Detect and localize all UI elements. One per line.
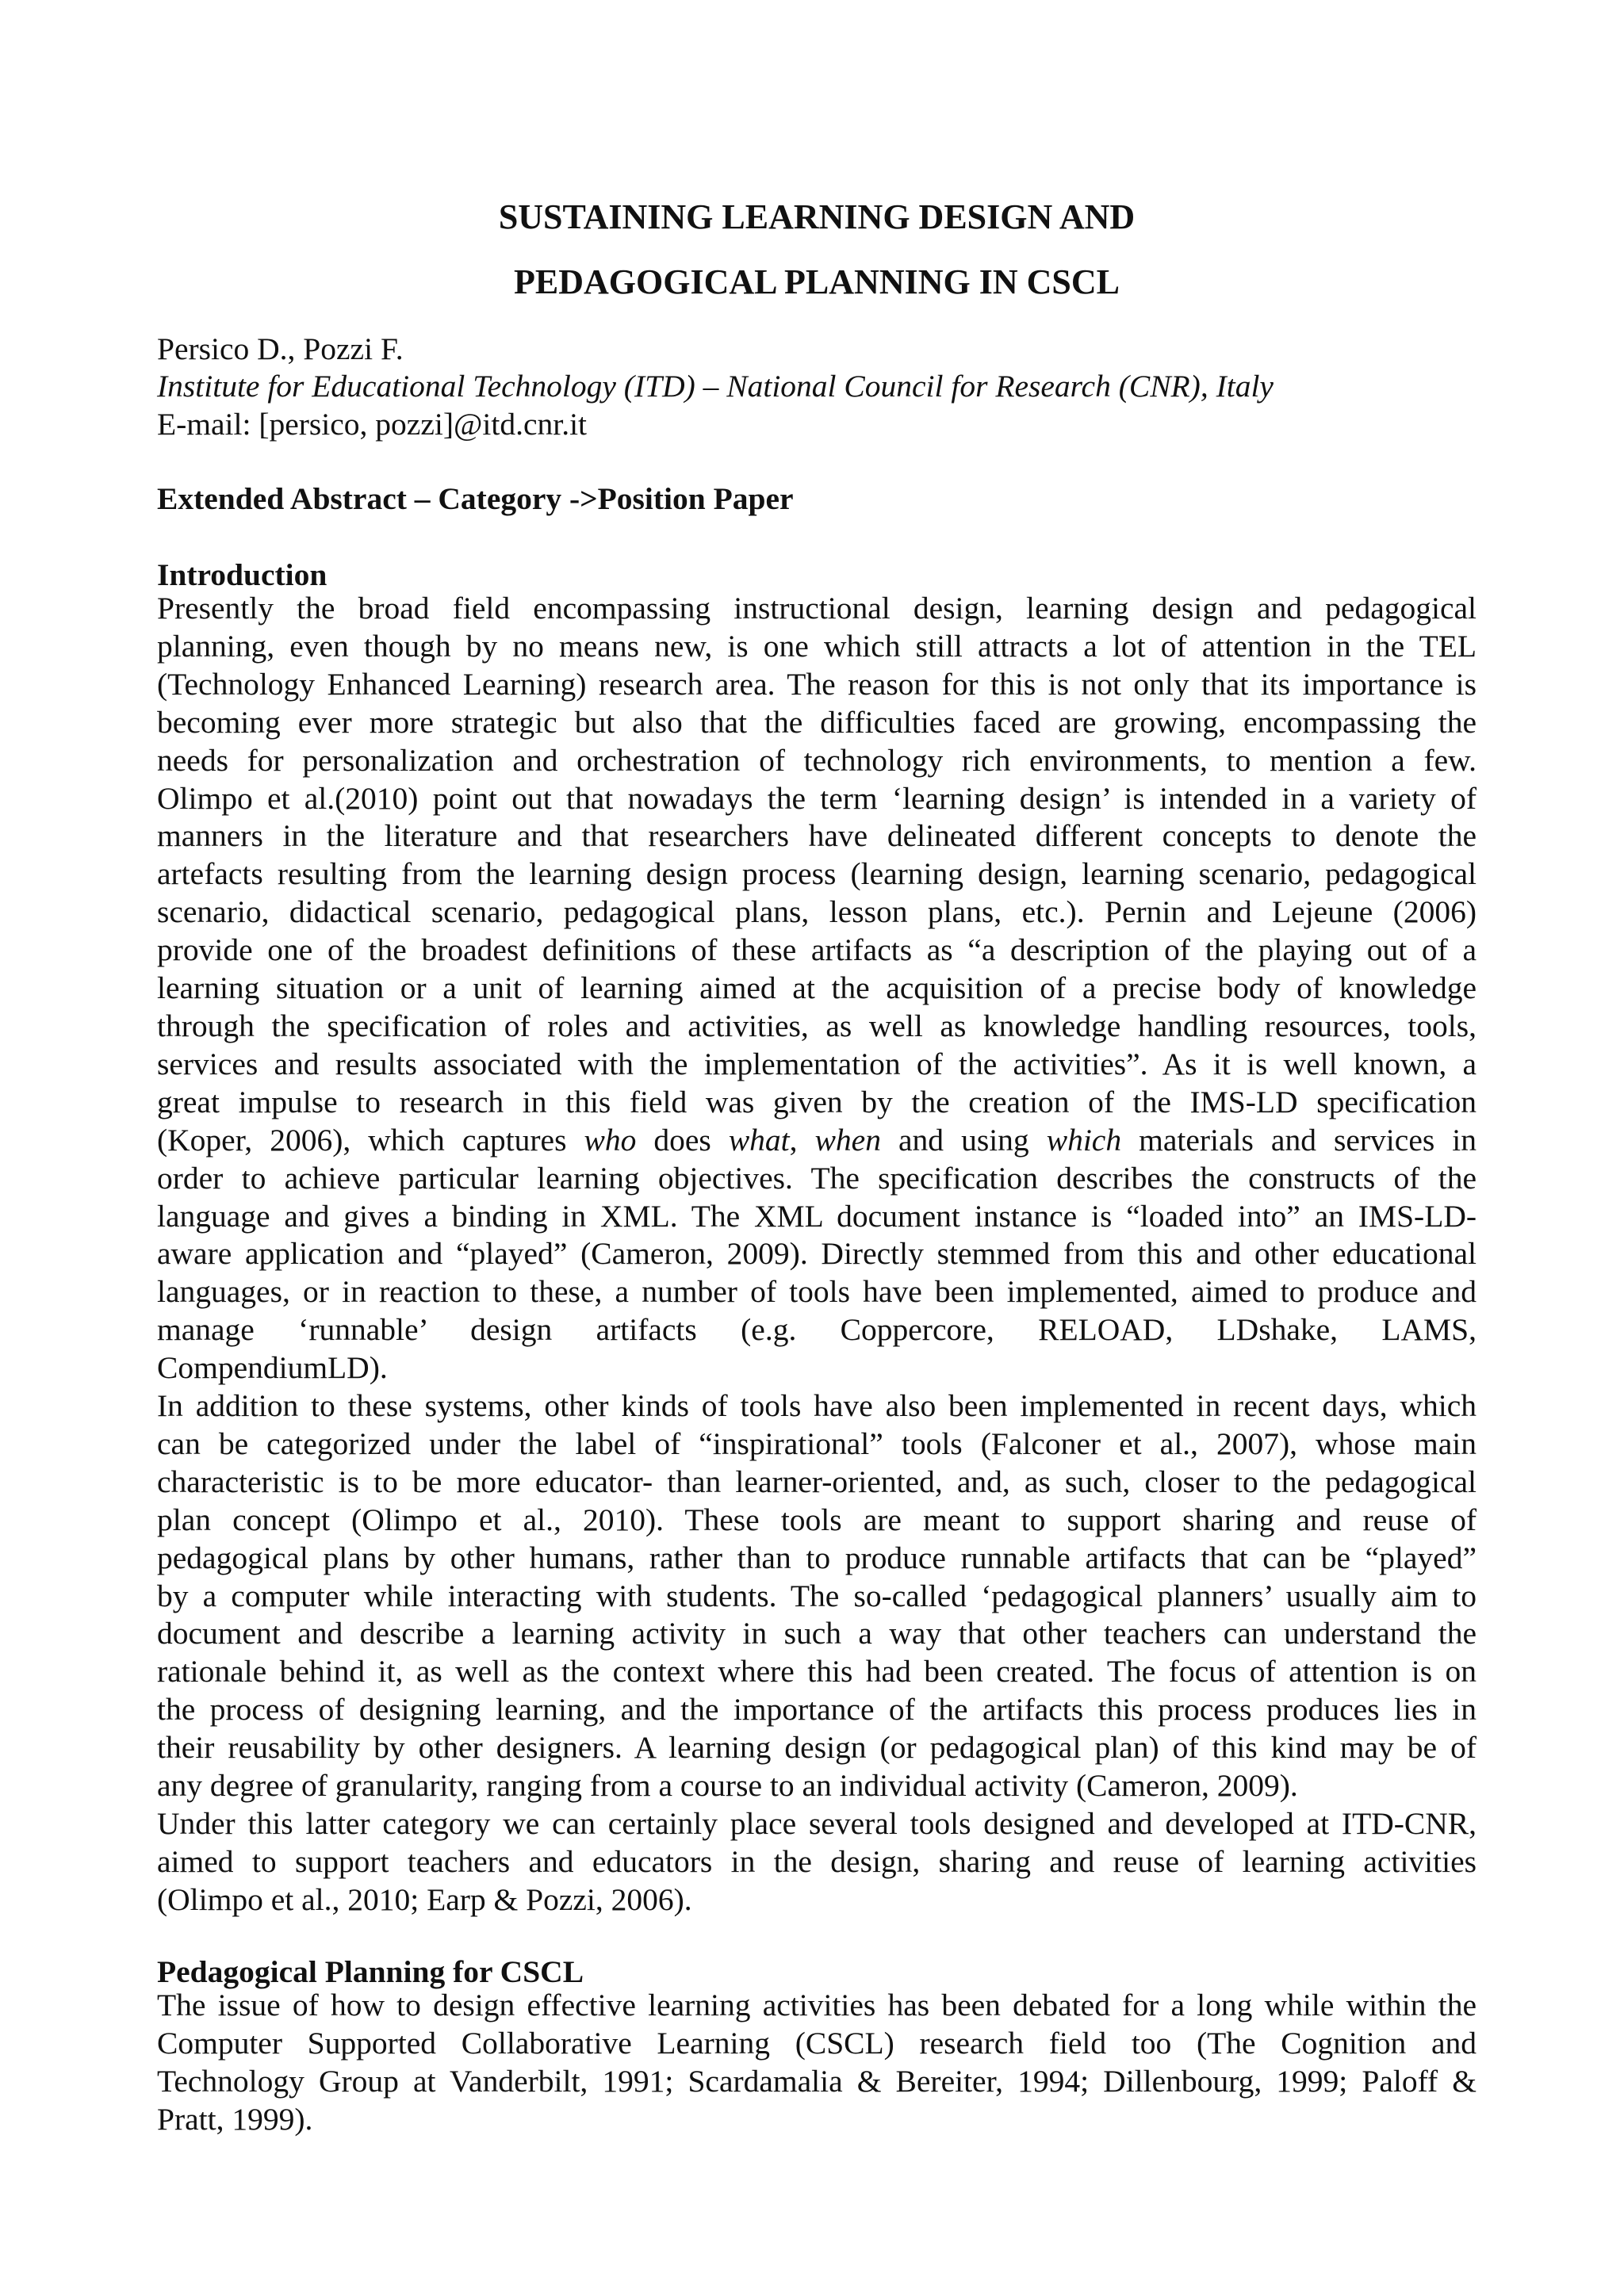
introduction-paragraph-2 [157,1387,1477,1805]
category-label: Extended Abstract – Category ->Position Paper [157,481,794,516]
text-segment: , [789,1122,815,1158]
text-line: by a computer while interacting with students. The so-called ‘pedagogical planners’ usually aim to [157,1578,1477,1613]
text-line: provide one of the broadest definitions of these artifacts as “a description of the playing out of a [157,932,1477,968]
text-line: languages, or in reaction to these, a number of tools have been implemented, aimed to produce and [157,1274,1477,1310]
text-line: aimed to support teachers and educators in the design, sharing and reuse of learning activities [157,1843,1477,1879]
text-line: learning situation or a unit of learning aimed at the acquisition of a precise body of knowledge [157,970,1477,1006]
text-line: becoming ever more strategic but also that the difficulties faced are growing, encompassing the [157,704,1477,740]
text-segment: materials and services in [1121,1122,1477,1158]
text-line: manners in the literature and that researchers have delineated different concepts to denote the [157,818,1477,854]
text-line: artefacts resulting from the learning design process (learning design, learning scenario, pedagogical [157,856,1477,892]
text-line: document and describe a learning activity in such a way that other teachers can understand the [157,1616,1477,1651]
text-segment: (Koper, 2006), which captures [157,1122,584,1158]
text-line: planning, even though by no means new, is one which still attracts a lot of attention in the TEL [157,628,1477,664]
section-heading-pedagogical-planning: Pedagogical Planning for CSCL [157,1954,584,1989]
affiliation: Institute for Educational Technology (ITD) – National Council for Research (CNR), Italy [157,369,1274,404]
text-line: needs for personalization and orchestration of technology rich environments, to mention a few. [157,742,1477,778]
text-line: Presently the broad field encompassing instructional design, learning design and pedagogical [157,591,1477,626]
email: E-mail: [persico, pozzi]@itd.cnr.it [157,407,588,442]
text-line: manage ‘runnable’ design artifacts (e.g. Coppercore, RELOAD, LDshake, LAMS, [157,1312,1477,1348]
text-line: The issue of how to design effective learning activities has been debated for a long while within the [157,1988,1477,2022]
text-line: plan concept (Olimpo et al., 2010). These tools are meant to support sharing and reuse of [157,1502,1477,1537]
text-line: Computer Supported Collaborative Learning (CSCL) research field too (The Cognition and [157,2025,1477,2061]
text-line: pedagogical plans by other humans, rather than to produce runnable artifacts that can be “played” [157,1540,1477,1575]
text-segment: and using [880,1122,1047,1158]
paper-title-line-2: PEDAGOGICAL PLANNING IN CSCL [514,262,1120,301]
text-line: (Olimpo et al., 2010; Earp & Pozzi, 2006). [157,1881,692,1917]
introduction-paragraph-1 [157,590,1477,1387]
emphasized-term: which [1046,1122,1122,1158]
emphasized-term: when [814,1122,881,1158]
text-line: through the specification of roles and activities, as well as knowledge handling resources, tools, [157,1008,1477,1043]
section-heading-introduction: Introduction [157,557,327,592]
text-line: Under this latter category we can certainly place several tools designed and developed at ITD-CNR, [157,1806,1477,1841]
text-line: rationale behind it, as well as the context where this had been created. The focus of attention is on [157,1654,1477,1689]
text-line: the process of designing learning, and the importance of the artifacts this process produces lies in [157,1692,1477,1728]
text-line: can be categorized under the label of “inspirational” tools (Falconer et al., 2007), whose main [157,1425,1477,1461]
text-line: In addition to these systems, other kinds of tools have also been implemented in recent days, which [157,1388,1477,1423]
pedagogical-planning-paragraph-1 [157,1987,1477,2139]
text-segment: does [636,1122,729,1158]
authors: Persico D., Pozzi F. [157,331,404,366]
text-line: language and gives a binding in XML. The XML document instance is “loaded into” an IMS-LD- [157,1198,1477,1234]
text-line: (Technology Enhanced Learning) research area. The reason for this is not only that its importance is [157,666,1477,702]
paper-title-line-1: SUSTAINING LEARNING DESIGN AND [498,197,1136,236]
text-line: services and results associated with the implementation of the activities”. As it is well known, a [157,1046,1477,1081]
text-line: scenario, didactical scenario, pedagogical plans, lesson plans, etc.). Pernin and Lejeune (2006) [157,894,1477,930]
text-line: characteristic is to be more educator- than learner-oriented, and, as such, closer to the pedagogical [157,1464,1477,1499]
document-page [157,0,1477,2296]
text-line: aware application and “played” (Cameron, 2009). Directly stemmed from this and other educational [157,1236,1477,1272]
text-line: Pratt, 1999). [157,2101,313,2137]
text-line [157,1122,1477,1160]
text-line: Technology Group at Vanderbilt, 1991; Scardamalia & Bereiter, 1994; Dillenbourg, 1999; Paloff & [157,2063,1477,2099]
text-line: CompendiumLD). [157,1350,388,1386]
text-line: any degree of granularity, ranging from a course to an individual activity (Cameron, 2009). [157,1768,1298,1804]
text-line: order to achieve particular learning objectives. The specification describes the constructs of the [157,1160,1477,1196]
emphasized-term: who [584,1122,637,1158]
emphasized-term: what [728,1122,790,1158]
introduction-paragraph-3 [157,1805,1477,1919]
text-line: their reusability by other designers. A learning design (or pedagogical plan) of this kind may be of [157,1730,1477,1766]
text-line: great impulse to research in this field was given by the creation of the IMS-LD specification [157,1084,1477,1119]
text-line: Olimpo et al.(2010) point out that nowadays the term ‘learning design’ is intended in a variety of [157,780,1477,816]
